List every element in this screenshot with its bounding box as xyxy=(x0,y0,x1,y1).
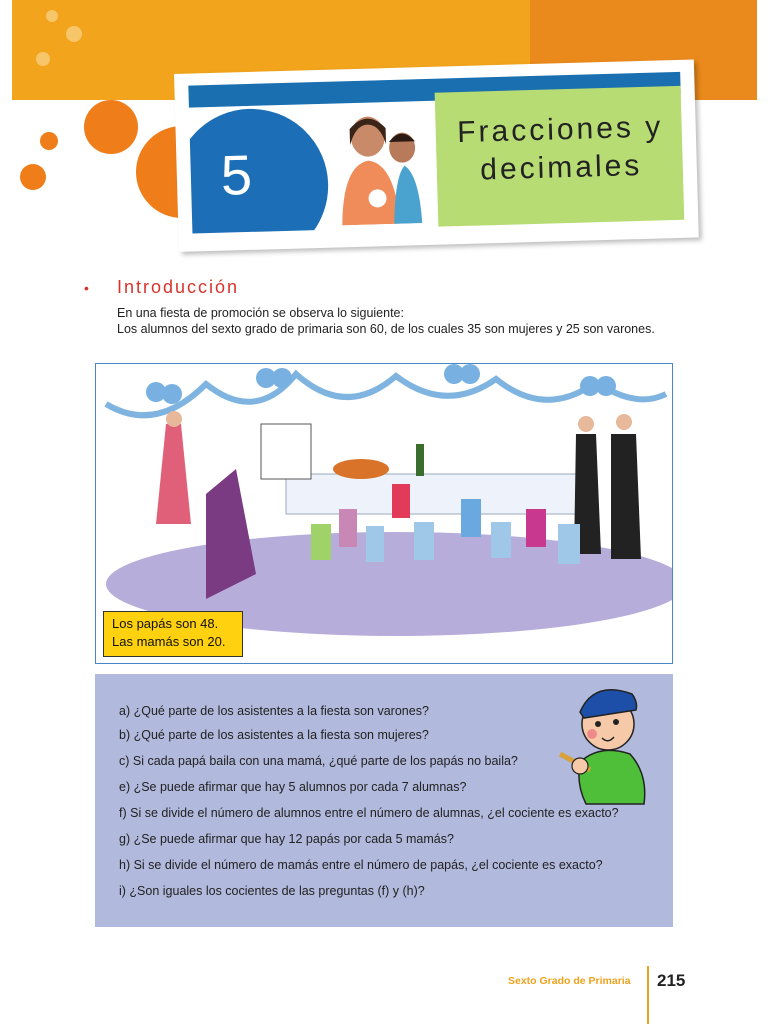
intro-line: En una fiesta de promoción se observa lo siguiente: xyxy=(117,306,404,320)
decor-dot xyxy=(46,10,58,22)
question-item: e) ¿Se puede afirmar que hay 5 alumnos por cada 7 alumnas? xyxy=(119,780,467,794)
decor-dot xyxy=(66,26,82,42)
mothers-count: Las mamás son 20. xyxy=(112,634,226,649)
chapter-number-badge xyxy=(189,103,342,233)
question-item: h) Si se divide el número de mamás entre el número de papás, ¿el cociente es exacto? xyxy=(119,858,603,872)
decor-dot xyxy=(20,164,46,190)
question-item: a) ¿Qué parte de los asistentes a la fiesta son varones? xyxy=(119,704,429,718)
chapter-title-card xyxy=(174,59,699,251)
chapter-number: 5 xyxy=(219,142,253,207)
chapter-title: Fracciones y decimales xyxy=(456,110,664,187)
book-title: Sexto Grado de Primaria xyxy=(508,975,631,987)
question-item: f) Si se divide el número de alumnos entre el número de alumnas, ¿el cociente es exacto? xyxy=(119,806,619,820)
questions-panel xyxy=(95,674,673,927)
footer-divider xyxy=(647,966,649,1024)
intro-line: Los alumnos del sexto grado de primaria son 60, de los cuales 35 son mujeres y 25 son varones. xyxy=(117,322,655,336)
question-item: i) ¿Son iguales los cocientes de las preguntas (f) y (h)? xyxy=(119,884,425,898)
intro-heading: Introducción xyxy=(117,277,240,297)
children-photo xyxy=(327,105,430,226)
decor-dot xyxy=(40,132,58,150)
boy-pencil-illustration xyxy=(550,674,660,809)
decor-dot xyxy=(84,100,138,154)
page-number: 215 xyxy=(657,971,686,990)
intro-bullet: • xyxy=(84,280,89,296)
fathers-count: Los papás son 48. xyxy=(112,616,219,631)
decor-dot xyxy=(36,52,50,66)
question-item: c) Si cada papá baila con una mamá, ¿qué parte de los papás no baila? xyxy=(119,754,518,768)
parents-count-note xyxy=(103,611,243,657)
question-item: g) ¿Se puede afirmar que hay 12 papás por cada 5 mamás? xyxy=(119,832,454,846)
question-item: b) ¿Qué parte de los asistentes a la fiesta son mujeres? xyxy=(119,728,429,742)
